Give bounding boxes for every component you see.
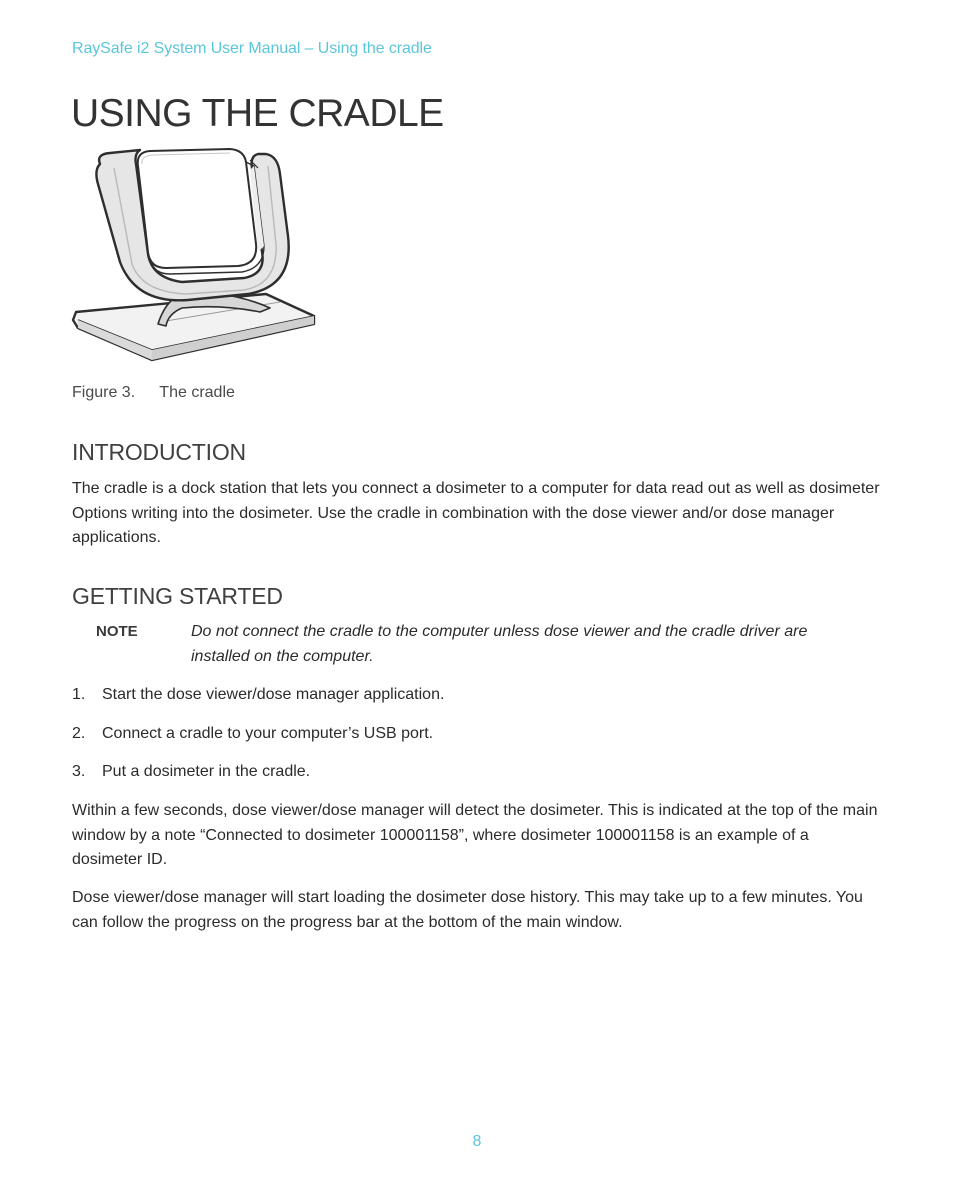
step-text: Start the dose viewer/dose manager application.: [102, 686, 445, 703]
step-number: 1.: [72, 686, 86, 703]
running-header: RaySafe i2 System User Manual – Using the cradle: [72, 40, 432, 57]
list-item: [72, 760, 310, 784]
loading-paragraph: Dose viewer/dose manager will start loading the dosimeter dose history. This may take up to a few minutes. You can follow the progress on the progress bar at the bottom of the main window.: [72, 889, 863, 931]
step-text: Put a dosimeter in the cradle.: [102, 763, 311, 780]
page-title: USING THE CRADLE: [71, 92, 444, 135]
step-number: 3.: [72, 763, 86, 780]
page-number: 8: [472, 1133, 482, 1150]
getting-started-heading: GETTING STARTED: [72, 583, 283, 609]
introduction-paragraph: The cradle is a dock station that lets you connect a dosimeter to a computer for data read out as well as dosimeter Options writing into the dosimeter. Use the cradle in combination with the dose viewer and/or dose manager applications.: [72, 480, 880, 546]
list-item: [72, 722, 433, 746]
cradle-figure: [70, 144, 320, 366]
step-text: Connect a cradle to your computer’s USB port.: [102, 725, 434, 742]
detection-paragraph: Within a few seconds, dose viewer/dose manager will detect the dosimeter. This is indicated at the top of the main window by a note “Connected to dosimeter 100001158”, where dosimeter 100001158 is an example of a dosimeter ID.: [72, 802, 878, 868]
note-label: NOTE: [96, 623, 138, 640]
introduction-heading: INTRODUCTION: [72, 439, 246, 465]
figure-number: Figure 3.: [72, 384, 136, 401]
step-number: 2.: [72, 725, 86, 742]
cradle-illustration: [70, 144, 320, 366]
list-item: [72, 683, 444, 707]
figure-caption-text: The cradle: [159, 384, 235, 401]
figure-caption: [72, 384, 235, 402]
note-text: Do not connect the cradle to the computer unless dose viewer and the cradle driver are installed on the computer.: [191, 623, 808, 665]
